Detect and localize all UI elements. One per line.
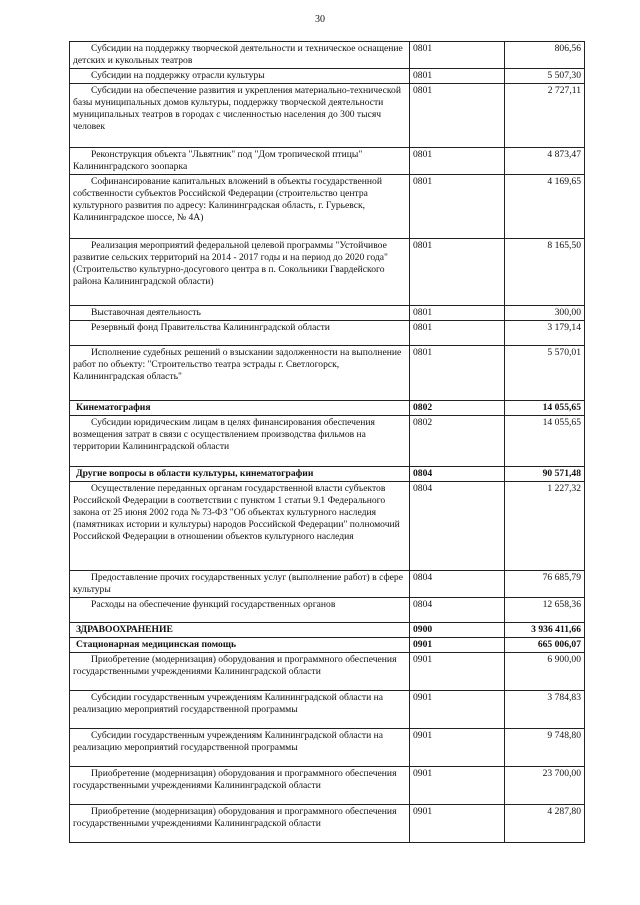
row-amount-cell: 23 700,00	[505, 767, 585, 805]
row-name-cell: Субсидии государственным учреждениям Калининградской области на реализацию мероприятий государственной программы	[70, 729, 410, 767]
row-amount-cell: 76 685,79	[505, 571, 585, 598]
row-amount-cell: 4 873,47	[505, 148, 585, 175]
row-name-cell: Резервный фонд Правительства Калининградской области	[70, 321, 410, 346]
row-amount-cell: 2 727,11	[505, 84, 585, 148]
row-code-cell: 0901	[410, 691, 505, 729]
row-code-cell: 0901	[410, 638, 505, 653]
row-code-cell: 0804	[410, 598, 505, 623]
table-row	[70, 306, 585, 321]
table-row	[70, 416, 585, 467]
row-code-cell: 0901	[410, 767, 505, 805]
table-row	[70, 691, 585, 729]
row-amount-cell: 4 287,80	[505, 805, 585, 843]
table-row	[70, 321, 585, 346]
row-amount-cell: 8 165,50	[505, 239, 585, 306]
row-amount-cell: 5 507,30	[505, 69, 585, 84]
page-number: 30	[315, 14, 325, 25]
table-row	[70, 175, 585, 239]
row-amount-cell: 3 179,14	[505, 321, 585, 346]
table-row	[70, 805, 585, 843]
row-amount-cell: 6 900,00	[505, 653, 585, 691]
table-row	[70, 467, 585, 482]
row-name-cell: Софинансирование капитальных вложений в объекты государственной собственности субъектов Российской Федерации (строительство центра культурного развития по адресу: Калининградская область, г. Гурьевск, Калининградское шоссе, № 4А)	[70, 175, 410, 239]
row-code-cell: 0801	[410, 239, 505, 306]
table-row	[70, 482, 585, 571]
row-code-cell: 0804	[410, 467, 505, 482]
table-row	[70, 767, 585, 805]
row-code-cell: 0801	[410, 321, 505, 346]
row-amount-cell: 90 571,48	[505, 467, 585, 482]
row-amount-cell: 9 748,80	[505, 729, 585, 767]
row-amount-cell: 3 936 411,66	[505, 623, 585, 638]
row-code-cell: 0801	[410, 346, 505, 401]
row-code-cell: 0901	[410, 805, 505, 843]
table-row	[70, 42, 585, 69]
row-name-cell: Приобретение (модернизация) оборудования и программного обеспечения государственными учреждениями Калининградской области	[70, 653, 410, 691]
table-row	[70, 638, 585, 653]
row-name-cell: Кинематография	[70, 401, 410, 416]
table-row	[70, 84, 585, 148]
row-name-cell: Реализация мероприятий федеральной целевой программы "Устойчивое развитие сельских территорий на 2014 - 2017 годы и на период до 2020 года" (Строительство культурно-досугового центра в п. Сокольники Гвардейского района Калининградской области)	[70, 239, 410, 306]
row-name-cell: ЗДРАВООХРАНЕНИЕ	[70, 623, 410, 638]
row-amount-cell: 14 055,65	[505, 401, 585, 416]
row-name-cell: Приобретение (модернизация) оборудования и программного обеспечения государственными учреждениями Калининградской области	[70, 805, 410, 843]
table-row	[70, 598, 585, 623]
row-code-cell: 0801	[410, 306, 505, 321]
row-code-cell: 0801	[410, 175, 505, 239]
row-code-cell: 0901	[410, 653, 505, 691]
row-amount-cell: 14 055,65	[505, 416, 585, 467]
row-code-cell: 0801	[410, 148, 505, 175]
row-amount-cell: 5 570,01	[505, 346, 585, 401]
row-amount-cell: 12 658,36	[505, 598, 585, 623]
row-code-cell: 0801	[410, 69, 505, 84]
row-amount-cell: 1 227,32	[505, 482, 585, 571]
row-name-cell: Осуществление переданных органам государственной власти субъектов Российской Федерации в соответствии с пунктом 1 статьи 9.1 Федерального закона от 25 июня 2002 года № 73-ФЗ "Об объектах культурного наследия (памятниках истории и культуры) народов Российской Федерации" полномочий Российской Федерации в отношении объектов культурного наследия	[70, 482, 410, 571]
row-name-cell: Предоставление прочих государственных услуг (выполнение работ) в сфере культуры	[70, 571, 410, 598]
table-row	[70, 148, 585, 175]
table-row	[70, 239, 585, 306]
budget-table	[69, 41, 585, 843]
row-code-cell: 0802	[410, 416, 505, 467]
row-code-cell: 0901	[410, 729, 505, 767]
row-name-cell: Приобретение (модернизация) оборудования и программного обеспечения государственными учреждениями Калининградской области	[70, 767, 410, 805]
row-amount-cell: 300,00	[505, 306, 585, 321]
row-code-cell: 0804	[410, 482, 505, 571]
row-code-cell: 0900	[410, 623, 505, 638]
row-name-cell: Субсидии на обеспечение развития и укрепления материально-технической базы муниципальных домов культуры, поддержку творческой деятельности муниципальных театров в городах с численностью населения до 300 тысяч человек	[70, 84, 410, 148]
row-code-cell: 0804	[410, 571, 505, 598]
table-row	[70, 69, 585, 84]
row-name-cell: Реконструкция объекта "Львятник" под "Дом тропической птицы" Калининградского зоопарка	[70, 148, 410, 175]
table-row	[70, 346, 585, 401]
row-amount-cell: 4 169,65	[505, 175, 585, 239]
table-row	[70, 571, 585, 598]
row-name-cell: Другие вопросы в области культуры, кинематографии	[70, 467, 410, 482]
table-row	[70, 401, 585, 416]
row-name-cell: Субсидии юридическим лицам в целях финансирования обеспечения возмещения затрат в связи с осуществлением производства фильмов на территории Калининградской области	[70, 416, 410, 467]
row-name-cell: Расходы на обеспечение функций государственных органов	[70, 598, 410, 623]
row-name-cell: Выставочная деятельность	[70, 306, 410, 321]
row-amount-cell: 665 006,07	[505, 638, 585, 653]
row-name-cell: Субсидии государственным учреждениям Калининградской области на реализацию мероприятий государственной программы	[70, 691, 410, 729]
row-name-cell: Стационарная медицинская помощь	[70, 638, 410, 653]
table-row	[70, 623, 585, 638]
row-code-cell: 0801	[410, 42, 505, 69]
row-amount-cell: 806,56	[505, 42, 585, 69]
row-code-cell: 0802	[410, 401, 505, 416]
row-name-cell: Субсидии на поддержку творческой деятельности и техническое оснащение детских и кукольных театров	[70, 42, 410, 69]
table-row	[70, 653, 585, 691]
row-amount-cell: 3 784,83	[505, 691, 585, 729]
table-row	[70, 729, 585, 767]
row-name-cell: Исполнение судебных решений о взыскании задолженности на выполнение работ по объекту: "Строительство театра эстрады г. Светлогорск, Калининградская область"	[70, 346, 410, 401]
row-code-cell: 0801	[410, 84, 505, 148]
row-name-cell: Субсидии на поддержку отрасли культуры	[70, 69, 410, 84]
